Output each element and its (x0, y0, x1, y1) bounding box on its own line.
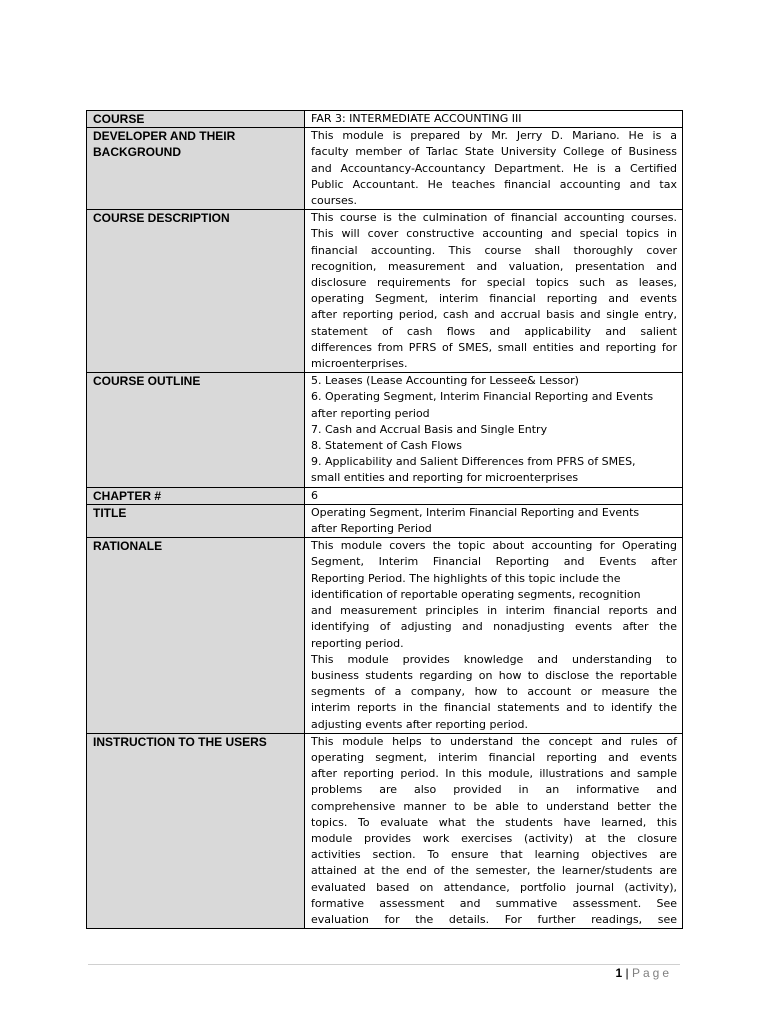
text-line: after reporting period (311, 406, 430, 420)
text-line: This module covers the topic about accounting for Operating (311, 539, 677, 553)
text-line: statement of cash flows and applicability and salient (311, 324, 677, 338)
page-separator: | (625, 966, 629, 980)
chapter-label: CHAPTER # (87, 487, 305, 504)
text-line: attained at the end of the semester, the learner/students are (311, 864, 677, 878)
rationale-value (305, 538, 683, 733)
outline-label: COURSE OUTLINE (87, 373, 305, 487)
course-info-table (86, 110, 683, 929)
text-line: segments of a company, how to account or measure the (311, 685, 677, 699)
text-line: Segment, Interim Financial Reporting and Events after (311, 555, 677, 569)
row-title (87, 504, 683, 537)
text-line: problems are also provided in an informative and (311, 783, 677, 797)
text-line: faculty member of Tarlac State University College of Business (311, 145, 677, 159)
text-line: financial accounting. This course shall thoroughly cover (311, 243, 677, 257)
text-line: identifying of adjusting and nonadjusting events after the (311, 620, 677, 634)
text-line: recognition, measurement and valuation, presentation and (311, 259, 677, 273)
row-chapter (87, 487, 683, 504)
chapter-value: 6 (305, 487, 683, 504)
text-line: operating Segment, interim financial reporting and events (311, 292, 677, 306)
instruction-value (305, 733, 683, 928)
text-line: Operating Segment, Interim Financial Reporting and Events (311, 505, 640, 519)
text-line: reporting period. (311, 636, 404, 650)
text-line: Reporting Period. The highlights of this topic include the (311, 571, 621, 585)
text-line: microenterprises. (311, 357, 408, 371)
text-line: 8. Statement of Cash Flows (311, 439, 462, 453)
description-value (305, 210, 683, 373)
text-line: adjusting events after reporting period. (311, 717, 529, 731)
row-course (87, 111, 683, 128)
instruction-label: INSTRUCTION TO THE USERS (87, 733, 305, 928)
title-label: TITLE (87, 504, 305, 537)
developer-label-line: BACKGROUND (93, 145, 181, 160)
text-line: This will cover constructive accounting and special topics in (311, 227, 677, 241)
text-line: and measurement principles in interim financial reports and (311, 604, 677, 618)
developer-label (87, 128, 305, 210)
page-word: Page (631, 966, 672, 980)
row-instruction (87, 733, 683, 928)
title-value (305, 504, 683, 537)
text-line: formative assessment and summative assessment. See (311, 896, 677, 910)
page-number (615, 966, 672, 980)
text-line: identification of reportable operating segments, recognition (311, 587, 641, 601)
course-label: COURSE (87, 111, 305, 128)
course-value: FAR 3: INTERMEDIATE ACCOUNTING III (305, 111, 683, 128)
text-line: 9. Applicability and Salient Differences from PFRS of SMES, (311, 455, 636, 469)
text-line: after reporting period, cash and accrual basis and single entry, (311, 308, 677, 322)
text-line: This course is the culmination of financial accounting courses. (311, 211, 677, 225)
text-line: Public Accountant. He teaches financial accounting and tax (311, 177, 677, 191)
description-label: COURSE DESCRIPTION (87, 210, 305, 373)
text-line: This module is prepared by Mr. Jerry D. Mariano. He is a (311, 129, 677, 143)
text-line: 6. Operating Segment, Interim Financial Reporting and Events (311, 390, 654, 404)
text-line: This module helps to understand the concept and rules of (311, 734, 677, 748)
text-line: and Accountancy-Accountancy Department. He is a Certified (311, 161, 677, 175)
rationale-label: RATIONALE (87, 538, 305, 733)
text-line: module provides work exercises (activity) at the closure (311, 831, 677, 845)
text-line: 7. Cash and Accrual Basis and Single Entry (311, 422, 548, 436)
text-line: interim reports in the financial statements and to identify the (311, 701, 677, 715)
row-description (87, 210, 683, 373)
text-line: topics. To evaluate what the students have learned, this (311, 815, 677, 829)
text-line: differences from PFRS of SMES, small entities and reporting for (311, 340, 677, 354)
outline-value (305, 373, 683, 487)
footer-divider (88, 964, 680, 965)
text-line: comprehensive manner to be able to understand better the (311, 799, 677, 813)
text-line: after Reporting Period (311, 522, 432, 536)
row-rationale (87, 538, 683, 733)
text-line: evaluated based on attendance, portfolio journal (activity), (311, 880, 677, 894)
developer-label-line: DEVELOPER AND THEIR (93, 129, 236, 144)
page-number-value: 1 (615, 966, 623, 980)
text-line: evaluation for the details. For further readings, see (311, 912, 677, 926)
text-line: operating segment, interim financial reporting and events (311, 750, 677, 764)
text-line: This module provides knowledge and understanding to (311, 652, 677, 666)
row-developer (87, 128, 683, 210)
text-line: business students regarding on how to disclose the reportable (311, 668, 677, 682)
text-line: disclosure requirements for special topics such as leases, (311, 276, 677, 290)
text-line: 5. Leases (Lease Accounting for Lessee& Lessor) (311, 374, 579, 388)
text-line: courses. (311, 194, 357, 208)
row-outline (87, 373, 683, 487)
text-line: small entities and reporting for microenterprises (311, 471, 579, 485)
text-line: after reporting period. In this module, illustrations and sample (311, 767, 677, 781)
developer-value (305, 128, 683, 210)
text-line: activities section. To ensure that learning objectives are (311, 848, 677, 862)
